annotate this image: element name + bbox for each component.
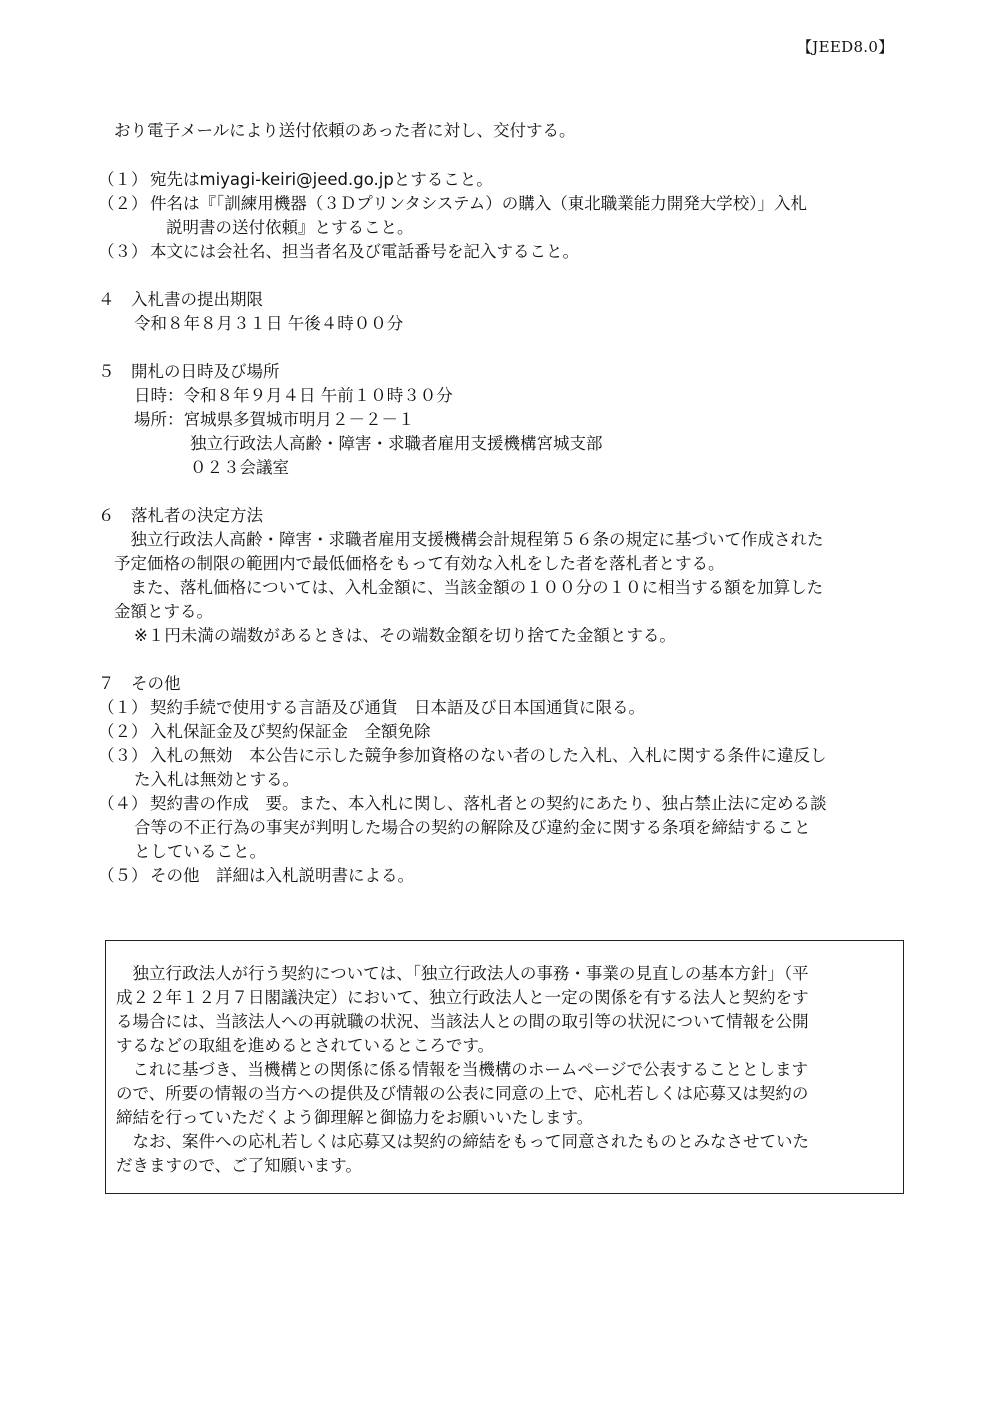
section-7-item-num: （５） (98, 866, 148, 885)
section-7-item-text: 入札保証金及び契約保証金 全額免除 (150, 722, 431, 741)
notice-line: だきますので、ご了知願います。 (116, 1156, 362, 1175)
section-6-paragraph-line: 予定価格の制限の範囲内で最低価格をもって有効な入札をした者を落札者とする。 (114, 554, 725, 573)
notice-line: ので、所要の情報の当方への提供及び情報の公表に同意の上で、応札若しくは応募又は契約の (116, 1084, 809, 1103)
section-6-paragraph-line: 金額とする。 (114, 602, 213, 621)
section-7-item-num: （３） (98, 746, 148, 765)
intro-line: おり電子メールにより送付依頼のあった者に対し、交付する。 (114, 121, 576, 140)
section-7-item-continuation: 合等の不正行為の事実が判明した場合の契約の解除及び違約金に関する条項を締結すること (134, 818, 811, 837)
section-7-item-num: （１） (98, 698, 148, 717)
section-7-item-continuation: としていること。 (134, 842, 266, 861)
section-7-heading: ７ その他 (98, 674, 181, 693)
request-item-num: （３） (98, 242, 148, 261)
request-item-continuation: 説明書の送付依頼』とすること。 (166, 218, 414, 237)
notice-line: る場合には、当該法人への再就職の状況、当該法人との間の取引等の状況について情報を公開 (116, 1012, 809, 1031)
request-item-text: 件名は『「訓練用機器（３Ｄプリンタシステム）の購入（東北職業能力開発大学校）」入札 (150, 194, 808, 213)
section-6-note: ※１円未満の端数があるときは、その端数金額を切り捨てた金額とする。 (134, 626, 676, 645)
section-6-paragraph-line: また、落札価格については、入札金額に、当該金額の１００分の１０に相当する額を加算した (114, 578, 824, 597)
document-tag: 【JEED8.0】 (797, 38, 894, 56)
section-7-item-text: 入札の無効 本公告に示した競争参加資格のない者のした入札、入札に関する条件に違反し (150, 746, 827, 765)
request-item-num: （１） (98, 170, 148, 189)
section-4-deadline: 令和８年８月３１日 午後４時００分 (134, 314, 404, 333)
section-7-item-text: 契約手続で使用する言語及び通貨 日本語及び日本国通貨に限る。 (150, 698, 645, 717)
notice-line: 成２２年１２月７日閣議決定）において、独立行政法人と一定の関係を有する法人と契約をす (116, 988, 809, 1007)
section-7-item-text: その他 詳細は入札説明書による。 (150, 866, 414, 885)
request-item-text: 本文には会社名、担当者名及び電話番号を記入すること。 (150, 242, 579, 261)
notice-line: これに基づき、当機構との関係に係る情報を当機構のホームページで公表することとします (116, 1060, 809, 1079)
notice-line: するなどの取組を進めるとされているところです。 (116, 1036, 495, 1055)
section-7-item-continuation: た入札は無効とする。 (134, 770, 299, 789)
notice-line: 独立行政法人が行う契約については、「独立行政法人の事務・事業の見直しの基本方針」（平 (116, 964, 809, 983)
section-5-datetime: 日時：令和８年９月４日 午前１０時３０分 (134, 386, 453, 405)
section-5-heading: ５ 開札の日時及び場所 (98, 362, 280, 381)
section-6-heading: ６ 落札者の決定方法 (98, 506, 263, 525)
section-5-organization: 独立行政法人高齢・障害・求職者雇用支援機構宮城支部 (190, 434, 603, 453)
notice-line: 締結を行っていただくよう御理解と御協力をお願いいたします。 (116, 1108, 594, 1127)
section-5-place: 場所：宮城県多賀城市明月２－２－１ (134, 410, 415, 429)
section-7-item-text: 契約書の作成 要。また、本入札に関し、落札者との契約にあたり、独占禁止法に定める談 (150, 794, 827, 813)
section-6-paragraph-line: 独立行政法人高齢・障害・求職者雇用支援機構会計規程第５６条の規定に基づいて作成された (114, 530, 824, 549)
request-item-text: 宛先はmiyagi-keiri@jeed.go.jpとすること。 (150, 170, 493, 189)
notice-line: なお、案件への応札若しくは応募又は契約の締結をもって同意されたものとみなさせていた (116, 1132, 809, 1151)
section-4-heading: ４ 入札書の提出期限 (98, 290, 263, 309)
section-7-item-num: （４） (98, 794, 148, 813)
section-5-room: ０２３会議室 (190, 458, 289, 477)
section-7-item-num: （２） (98, 722, 148, 741)
request-item-num: （２） (98, 194, 148, 213)
